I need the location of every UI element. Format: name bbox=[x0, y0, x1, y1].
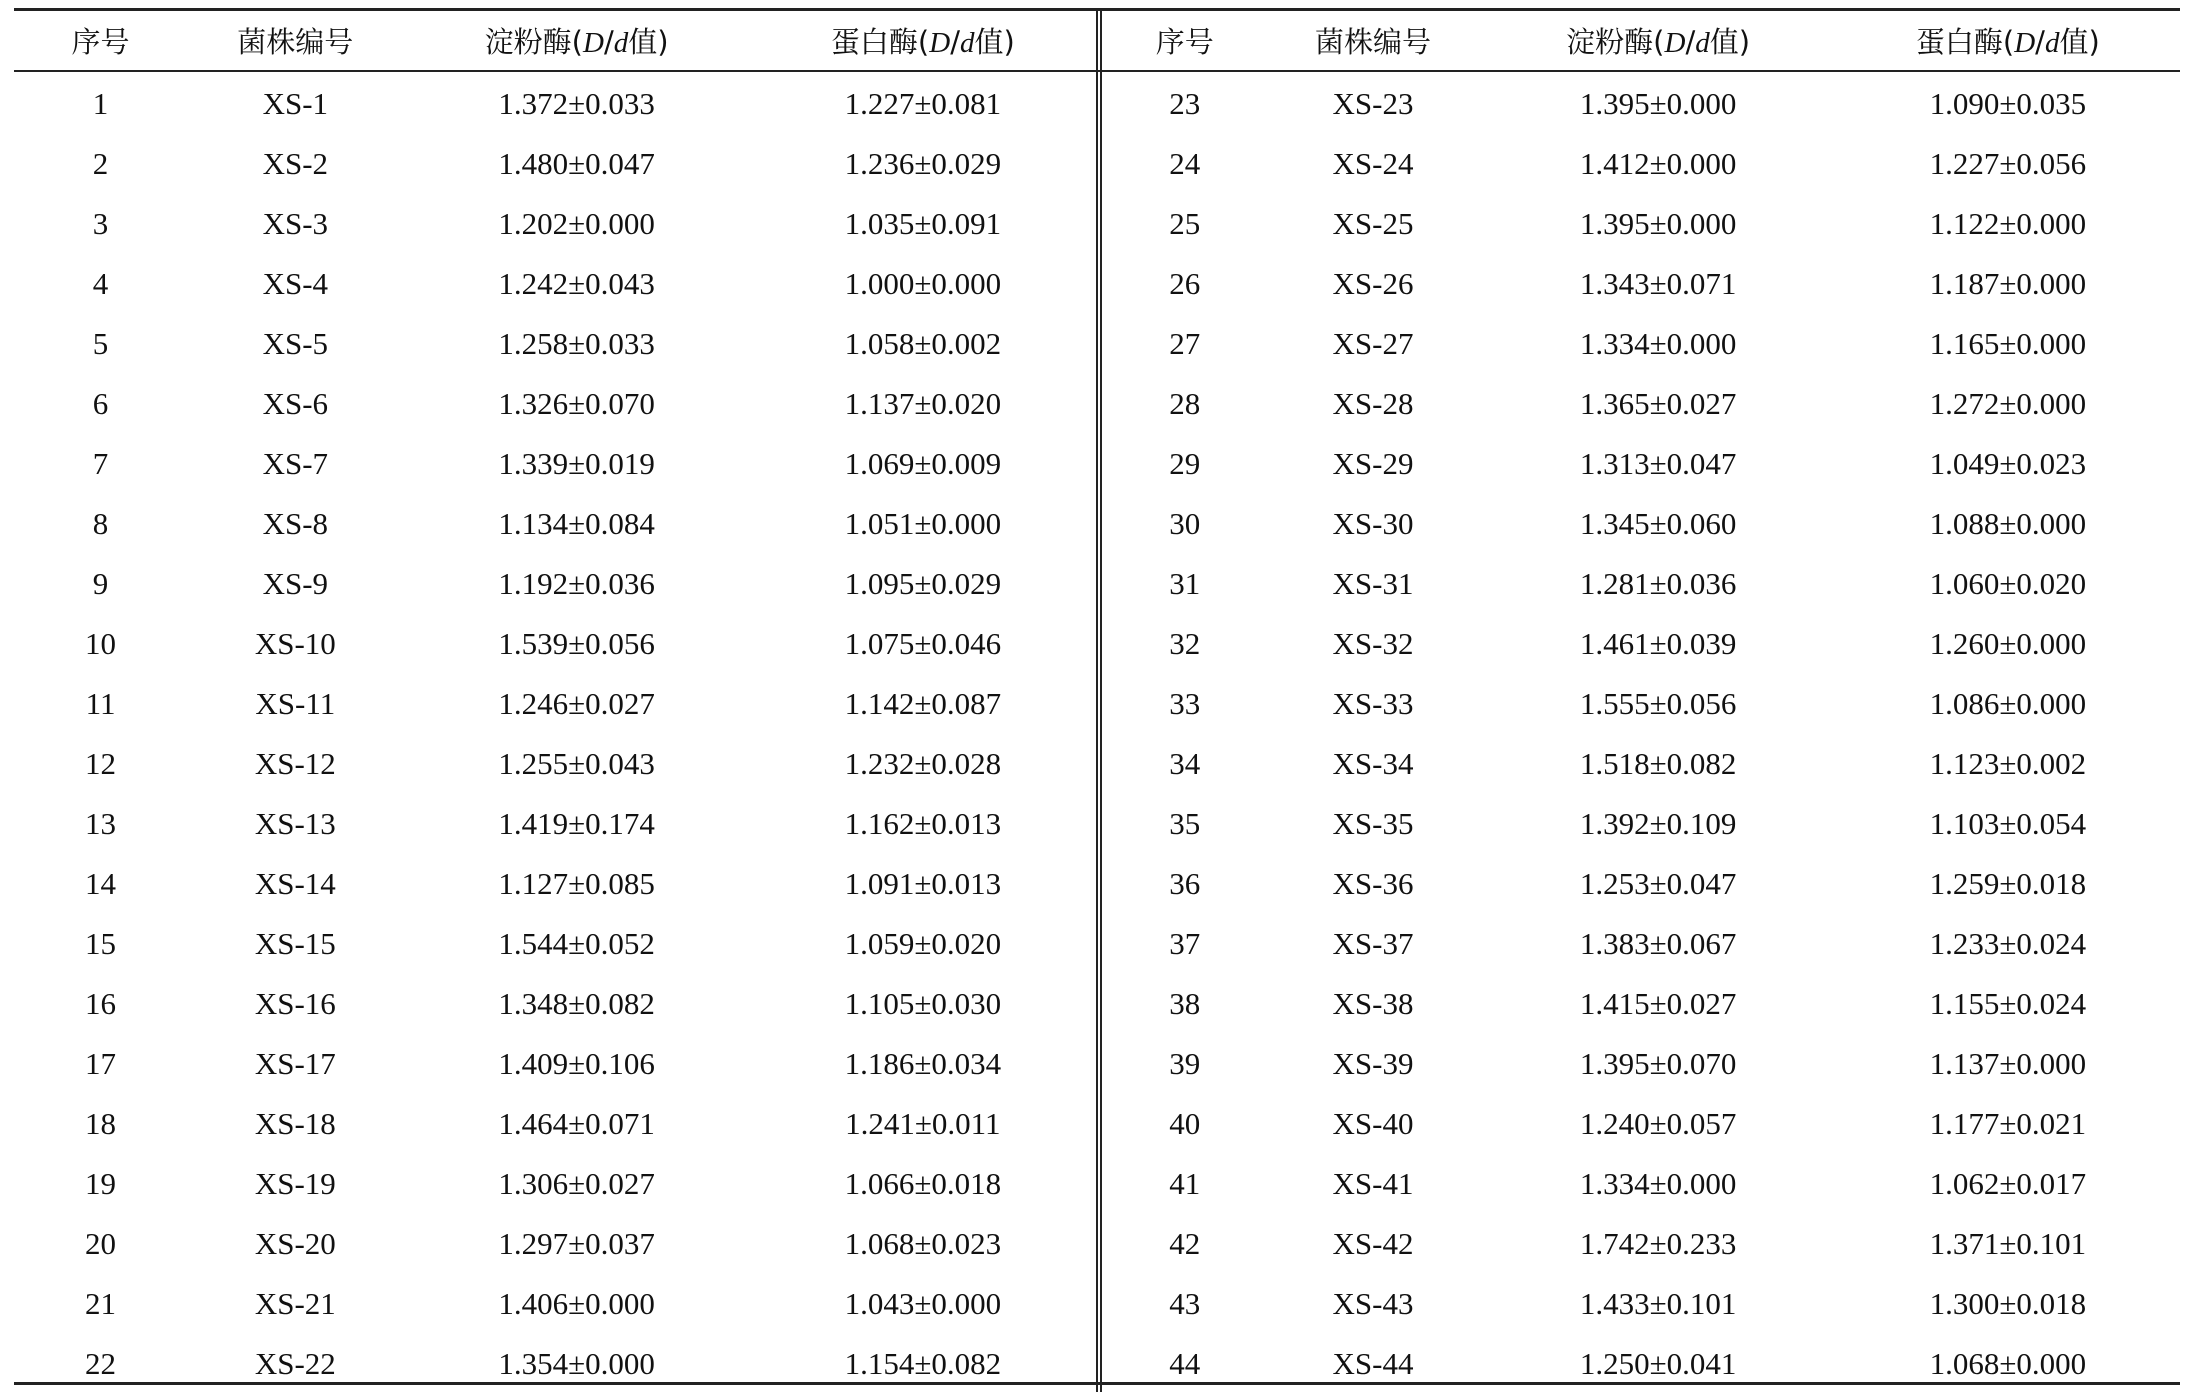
cell-protease: 1.227±0.056 bbox=[1929, 146, 2087, 181]
cell-index: 11 bbox=[85, 686, 116, 721]
cell-index: 44 bbox=[1169, 1346, 1201, 1381]
cell-index: 26 bbox=[1169, 266, 1201, 301]
cell-index: 43 bbox=[1169, 1286, 1201, 1321]
cell-protease: 1.154±0.082 bbox=[844, 1346, 1002, 1381]
cell-index: 10 bbox=[85, 626, 117, 661]
cell-amylase: 1.192±0.036 bbox=[498, 566, 655, 601]
cell-strain-id: XS-41 bbox=[1332, 1166, 1414, 1201]
cell-index: 19 bbox=[85, 1166, 117, 1201]
cell-index: 29 bbox=[1169, 446, 1201, 481]
cell-protease: 1.062±0.017 bbox=[1929, 1166, 2087, 1201]
table-row bbox=[14, 1154, 1096, 1214]
cell-amylase: 1.464±0.071 bbox=[498, 1106, 655, 1141]
cell-amylase: 1.406±0.000 bbox=[498, 1286, 655, 1321]
cell-amylase: 1.313±0.047 bbox=[1579, 446, 1737, 481]
cell-strain-id: XS-29 bbox=[1332, 446, 1414, 481]
header-protease-prefix: 蛋白酶( bbox=[830, 24, 930, 59]
table-row bbox=[1104, 72, 2180, 134]
cell-strain-id: XS-25 bbox=[1332, 206, 1414, 241]
cell-strain-id: XS-14 bbox=[254, 866, 336, 901]
header-protease bbox=[750, 8, 1096, 72]
cell-amylase: 1.253±0.047 bbox=[1579, 866, 1737, 901]
table-row bbox=[1104, 734, 2180, 794]
enzyme-table bbox=[14, 8, 2180, 1392]
header-amylase bbox=[1481, 8, 1836, 72]
cell-strain-id: XS-10 bbox=[254, 626, 336, 661]
cell-amylase: 1.345±0.060 bbox=[1579, 506, 1737, 541]
table-row bbox=[1104, 914, 2180, 974]
cell-protease: 1.142±0.087 bbox=[844, 686, 1002, 721]
cell-strain-id: XS-22 bbox=[254, 1346, 336, 1381]
table-row bbox=[1104, 554, 2180, 614]
table-row bbox=[14, 674, 1096, 734]
header-protease-d: d bbox=[2044, 26, 2060, 59]
cell-amylase: 1.415±0.027 bbox=[1579, 986, 1737, 1021]
cell-amylase: 1.539±0.056 bbox=[498, 626, 655, 661]
cell-amylase: 1.742±0.233 bbox=[1579, 1226, 1737, 1261]
header-amylase-suffix: 值) bbox=[1709, 24, 1751, 59]
cell-amylase: 1.134±0.084 bbox=[498, 506, 655, 541]
cell-protease: 1.259±0.018 bbox=[1929, 866, 2087, 901]
cell-strain-id: XS-15 bbox=[254, 926, 336, 961]
header-amylase-D: D bbox=[1664, 26, 1686, 59]
cell-index: 4 bbox=[92, 266, 109, 301]
table-row bbox=[14, 494, 1096, 554]
cell-protease: 1.000±0.000 bbox=[844, 266, 1002, 301]
cell-index: 30 bbox=[1169, 506, 1201, 541]
cell-amylase: 1.395±0.070 bbox=[1579, 1046, 1737, 1081]
cell-strain-id: XS-30 bbox=[1332, 506, 1414, 541]
cell-protease: 1.162±0.013 bbox=[844, 806, 1002, 841]
cell-index: 37 bbox=[1169, 926, 1201, 961]
table-row bbox=[14, 374, 1096, 434]
cell-strain-id: XS-11 bbox=[255, 686, 336, 721]
table-row bbox=[14, 1034, 1096, 1094]
cell-protease: 1.137±0.000 bbox=[1929, 1046, 2087, 1081]
table-right-half bbox=[1104, 8, 2180, 1392]
cell-protease: 1.260±0.000 bbox=[1929, 626, 2087, 661]
table-row bbox=[14, 314, 1096, 374]
cell-amylase: 1.258±0.033 bbox=[498, 326, 655, 361]
cell-strain-id: XS-34 bbox=[1332, 746, 1414, 781]
cell-protease: 1.086±0.000 bbox=[1929, 686, 2087, 721]
cell-amylase: 1.518±0.082 bbox=[1579, 746, 1737, 781]
table-row bbox=[1104, 1274, 2180, 1334]
cell-amylase: 1.544±0.052 bbox=[498, 926, 655, 961]
table-row bbox=[14, 854, 1096, 914]
cell-index: 5 bbox=[92, 326, 109, 361]
cell-index: 9 bbox=[92, 566, 109, 601]
cell-amylase: 1.392±0.109 bbox=[1579, 806, 1737, 841]
cell-protease: 1.123±0.002 bbox=[1929, 746, 2087, 781]
cell-strain-id: XS-5 bbox=[262, 326, 329, 361]
cell-index: 20 bbox=[85, 1226, 117, 1261]
cell-amylase: 1.240±0.057 bbox=[1579, 1106, 1737, 1141]
cell-index: 3 bbox=[92, 206, 109, 241]
cell-strain-id: XS-3 bbox=[262, 206, 329, 241]
header-amylase-d: d bbox=[1695, 26, 1710, 59]
cell-index: 16 bbox=[85, 986, 117, 1021]
cell-strain-id: XS-43 bbox=[1332, 1286, 1414, 1321]
cell-protease: 1.103±0.054 bbox=[1929, 806, 2087, 841]
cell-index: 39 bbox=[1169, 1046, 1201, 1081]
cell-strain-id: XS-16 bbox=[254, 986, 336, 1021]
cell-strain-id: XS-40 bbox=[1332, 1106, 1414, 1141]
table-row bbox=[14, 614, 1096, 674]
cell-protease: 1.177±0.021 bbox=[1929, 1106, 2087, 1141]
cell-amylase: 1.306±0.027 bbox=[498, 1166, 655, 1201]
cell-strain-id: XS-1 bbox=[262, 86, 329, 121]
cell-index: 36 bbox=[1169, 866, 1201, 901]
cell-protease: 1.060±0.020 bbox=[1929, 566, 2087, 601]
table-row bbox=[14, 1214, 1096, 1274]
cell-amylase: 1.348±0.082 bbox=[498, 986, 655, 1021]
cell-amylase: 1.395±0.000 bbox=[1579, 206, 1737, 241]
cell-index: 38 bbox=[1169, 986, 1201, 1021]
cell-strain-id: XS-26 bbox=[1332, 266, 1414, 301]
header-amylase-slash: / bbox=[1685, 24, 1696, 59]
cell-index: 14 bbox=[85, 866, 117, 901]
table-row bbox=[1104, 1094, 2180, 1154]
cell-protease: 1.227±0.081 bbox=[844, 86, 1002, 121]
cell-amylase: 1.395±0.000 bbox=[1579, 86, 1737, 121]
double-column-divider bbox=[1096, 8, 1102, 1392]
header-index: 序号 bbox=[1155, 24, 1214, 59]
cell-strain-id: XS-6 bbox=[262, 386, 329, 421]
cell-protease: 1.165±0.000 bbox=[1929, 326, 2087, 361]
cell-strain-id: XS-21 bbox=[254, 1286, 336, 1321]
cell-amylase: 1.354±0.000 bbox=[498, 1346, 655, 1381]
cell-amylase: 1.433±0.101 bbox=[1579, 1286, 1737, 1321]
cell-strain-id: XS-12 bbox=[254, 746, 336, 781]
table-left-half bbox=[14, 8, 1096, 1392]
cell-amylase: 1.242±0.043 bbox=[498, 266, 655, 301]
header-strain: 菌株编号 bbox=[237, 24, 354, 59]
table-row bbox=[14, 254, 1096, 314]
cell-protease: 1.236±0.029 bbox=[844, 146, 1002, 181]
cell-protease: 1.068±0.023 bbox=[844, 1226, 1002, 1261]
cell-index: 27 bbox=[1169, 326, 1201, 361]
cell-protease: 1.095±0.029 bbox=[844, 566, 1002, 601]
cell-amylase: 1.339±0.019 bbox=[498, 446, 655, 481]
table-row bbox=[1104, 494, 2180, 554]
cell-strain-id: XS-2 bbox=[262, 146, 329, 181]
header-amylase-prefix: 淀粉酶( bbox=[484, 24, 583, 59]
cell-index: 2 bbox=[92, 146, 109, 181]
cell-protease: 1.066±0.018 bbox=[844, 1166, 1002, 1201]
header-protease-slash: / bbox=[2035, 24, 2045, 59]
header-amylase-slash: / bbox=[603, 24, 614, 59]
cell-index: 18 bbox=[85, 1106, 117, 1141]
table-row bbox=[14, 134, 1096, 194]
cell-strain-id: XS-32 bbox=[1332, 626, 1414, 661]
cell-index: 23 bbox=[1169, 86, 1201, 121]
header-row bbox=[1104, 8, 2180, 72]
cell-amylase: 1.419±0.174 bbox=[498, 806, 655, 841]
table-row bbox=[1104, 1154, 2180, 1214]
cell-amylase: 1.334±0.000 bbox=[1579, 326, 1737, 361]
cell-protease: 1.049±0.023 bbox=[1929, 446, 2087, 481]
table-row bbox=[1104, 974, 2180, 1034]
table-row bbox=[1104, 674, 2180, 734]
cell-amylase: 1.255±0.043 bbox=[498, 746, 655, 781]
cell-strain-id: XS-28 bbox=[1332, 386, 1414, 421]
cell-protease: 1.069±0.009 bbox=[844, 446, 1002, 481]
cell-index: 22 bbox=[85, 1346, 117, 1381]
table-row bbox=[1104, 374, 2180, 434]
cell-index: 32 bbox=[1169, 626, 1201, 661]
cell-protease: 1.137±0.020 bbox=[844, 386, 1002, 421]
header-strain: 菌株编号 bbox=[1314, 24, 1431, 59]
table-row bbox=[14, 194, 1096, 254]
cell-protease: 1.241±0.011 bbox=[845, 1106, 1001, 1141]
cell-amylase: 1.127±0.085 bbox=[498, 866, 655, 901]
header-row bbox=[14, 8, 1096, 72]
table-row bbox=[14, 554, 1096, 614]
cell-amylase: 1.383±0.067 bbox=[1579, 926, 1737, 961]
cell-protease: 1.300±0.018 bbox=[1929, 1286, 2087, 1321]
header-protease-suffix: 值) bbox=[974, 24, 1015, 59]
cell-strain-id: XS-9 bbox=[262, 566, 329, 601]
header-protease bbox=[1836, 8, 2180, 72]
cell-protease: 1.051±0.000 bbox=[844, 506, 1002, 541]
cell-amylase: 1.409±0.106 bbox=[498, 1046, 655, 1081]
cell-index: 6 bbox=[92, 386, 109, 421]
table-right bbox=[1104, 8, 2180, 1394]
cell-strain-id: XS-23 bbox=[1332, 86, 1414, 121]
cell-protease: 1.059±0.020 bbox=[844, 926, 1002, 961]
cell-amylase: 1.555±0.056 bbox=[1579, 686, 1737, 721]
table-row bbox=[14, 794, 1096, 854]
cell-protease: 1.105±0.030 bbox=[844, 986, 1002, 1021]
cell-amylase: 1.202±0.000 bbox=[498, 206, 655, 241]
cell-protease: 1.075±0.046 bbox=[844, 626, 1002, 661]
table-row bbox=[14, 1274, 1096, 1334]
cell-index: 40 bbox=[1169, 1106, 1201, 1141]
cell-strain-id: XS-31 bbox=[1332, 566, 1414, 601]
cell-strain-id: XS-44 bbox=[1332, 1346, 1414, 1381]
table-row bbox=[14, 434, 1096, 494]
cell-index: 35 bbox=[1169, 806, 1201, 841]
cell-protease: 1.272±0.000 bbox=[1929, 386, 2087, 421]
cell-strain-id: XS-37 bbox=[1332, 926, 1414, 961]
cell-strain-id: XS-7 bbox=[262, 446, 329, 481]
table-row bbox=[1104, 1034, 2180, 1094]
cell-index: 12 bbox=[85, 746, 117, 781]
table-row bbox=[14, 734, 1096, 794]
table-right-body bbox=[1104, 72, 2180, 1394]
cell-index: 24 bbox=[1169, 146, 1201, 181]
cell-strain-id: XS-27 bbox=[1332, 326, 1414, 361]
header-index: 序号 bbox=[71, 24, 130, 59]
cell-protease: 1.122±0.000 bbox=[1929, 206, 2087, 241]
table-row bbox=[1104, 794, 2180, 854]
cell-index: 25 bbox=[1169, 206, 1201, 241]
cell-amylase: 1.334±0.000 bbox=[1579, 1166, 1737, 1201]
cell-amylase: 1.365±0.027 bbox=[1579, 386, 1737, 421]
table-row bbox=[14, 1334, 1096, 1394]
cell-amylase: 1.461±0.039 bbox=[1579, 626, 1737, 661]
cell-protease: 1.233±0.024 bbox=[1929, 926, 2087, 961]
cell-index: 34 bbox=[1169, 746, 1201, 781]
cell-index: 7 bbox=[92, 446, 109, 481]
cell-amylase: 1.480±0.047 bbox=[498, 146, 655, 181]
table-row bbox=[1104, 854, 2180, 914]
cell-protease: 1.058±0.002 bbox=[844, 326, 1002, 361]
header-protease-slash: / bbox=[950, 24, 960, 59]
table-row bbox=[1104, 614, 2180, 674]
cell-strain-id: XS-42 bbox=[1332, 1226, 1414, 1261]
header-amylase-suffix: 值) bbox=[628, 24, 669, 59]
header-amylase-prefix: 淀粉酶( bbox=[1566, 24, 1665, 59]
cell-index: 28 bbox=[1169, 386, 1201, 421]
cell-amylase: 1.250±0.041 bbox=[1579, 1346, 1737, 1381]
cell-index: 17 bbox=[85, 1046, 117, 1081]
table-row bbox=[14, 72, 1096, 134]
cell-index: 21 bbox=[85, 1286, 117, 1321]
cell-strain-id: XS-36 bbox=[1332, 866, 1414, 901]
cell-index: 33 bbox=[1169, 686, 1201, 721]
cell-amylase: 1.343±0.071 bbox=[1579, 266, 1737, 301]
cell-index: 42 bbox=[1169, 1226, 1201, 1261]
header-amylase bbox=[404, 8, 750, 72]
cell-amylase: 1.297±0.037 bbox=[498, 1226, 655, 1261]
table-row bbox=[1104, 1214, 2180, 1274]
cell-index: 31 bbox=[1169, 566, 1201, 601]
table-row bbox=[1104, 254, 2180, 314]
table-row bbox=[1104, 134, 2180, 194]
cell-amylase: 1.412±0.000 bbox=[1579, 146, 1737, 181]
table-row bbox=[14, 914, 1096, 974]
table-row bbox=[14, 1094, 1096, 1154]
cell-strain-id: XS-39 bbox=[1332, 1046, 1414, 1081]
cell-protease: 1.232±0.028 bbox=[844, 746, 1002, 781]
cell-protease: 1.068±0.000 bbox=[1929, 1346, 2087, 1381]
header-protease-prefix: 蛋白酶( bbox=[1915, 24, 2015, 59]
cell-protease: 1.186±0.034 bbox=[844, 1046, 1002, 1081]
table-row bbox=[14, 974, 1096, 1034]
cell-strain-id: XS-19 bbox=[254, 1166, 336, 1201]
cell-strain-id: XS-17 bbox=[254, 1046, 336, 1081]
table-row bbox=[1104, 314, 2180, 374]
cell-amylase: 1.281±0.036 bbox=[1579, 566, 1737, 601]
cell-strain-id: XS-18 bbox=[254, 1106, 336, 1141]
header-protease-D: D bbox=[929, 26, 951, 59]
cell-protease: 1.155±0.024 bbox=[1929, 986, 2087, 1021]
cell-index: 41 bbox=[1169, 1166, 1201, 1201]
cell-protease: 1.090±0.035 bbox=[1929, 86, 2087, 121]
header-protease-D: D bbox=[2014, 26, 2036, 59]
cell-strain-id: XS-24 bbox=[1332, 146, 1414, 181]
cell-amylase: 1.372±0.033 bbox=[498, 86, 655, 121]
cell-protease: 1.187±0.000 bbox=[1929, 266, 2087, 301]
cell-protease: 1.035±0.091 bbox=[844, 206, 1002, 241]
table-row bbox=[1104, 434, 2180, 494]
header-protease-suffix: 值) bbox=[2059, 24, 2100, 59]
table-row bbox=[1104, 1334, 2180, 1394]
cell-index: 13 bbox=[85, 806, 117, 841]
header-amylase-d: d bbox=[613, 26, 629, 59]
cell-index: 8 bbox=[92, 506, 109, 541]
cell-protease: 1.043±0.000 bbox=[844, 1286, 1002, 1321]
header-amylase-D: D bbox=[583, 26, 604, 59]
cell-strain-id: XS-8 bbox=[262, 506, 329, 541]
cell-strain-id: XS-20 bbox=[254, 1226, 336, 1261]
cell-amylase: 1.326±0.070 bbox=[498, 386, 655, 421]
cell-strain-id: XS-35 bbox=[1332, 806, 1414, 841]
table-row bbox=[1104, 194, 2180, 254]
cell-strain-id: XS-4 bbox=[262, 266, 329, 301]
cell-protease: 1.091±0.013 bbox=[844, 866, 1002, 901]
cell-strain-id: XS-38 bbox=[1332, 986, 1414, 1021]
table-left-body bbox=[14, 72, 1096, 1394]
header-protease-d: d bbox=[959, 26, 975, 59]
cell-protease: 1.371±0.101 bbox=[1929, 1226, 2087, 1261]
cell-strain-id: XS-33 bbox=[1332, 686, 1414, 721]
cell-protease: 1.088±0.000 bbox=[1929, 506, 2087, 541]
table-left bbox=[14, 8, 1096, 1394]
cell-amylase: 1.246±0.027 bbox=[498, 686, 655, 721]
cell-index: 15 bbox=[85, 926, 117, 961]
cell-strain-id: XS-13 bbox=[254, 806, 336, 841]
cell-index: 1 bbox=[92, 86, 109, 121]
